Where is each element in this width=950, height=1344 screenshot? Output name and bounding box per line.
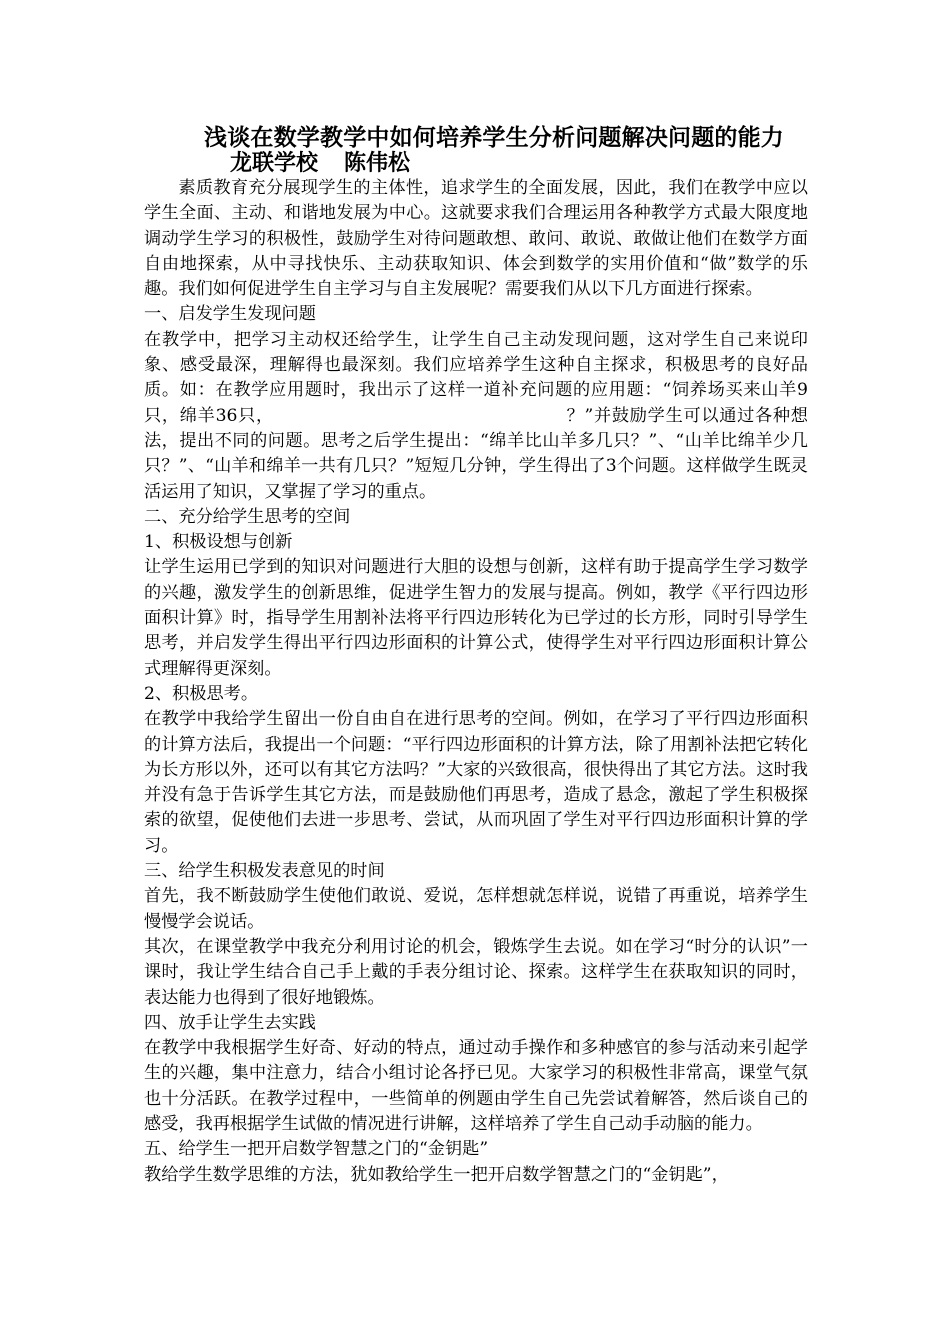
section-2-subheading-1: 1、积极设想与创新 xyxy=(144,532,293,553)
section-2-paragraph-1: 让学生运用已学到的知识对问题进行大胆的设想与创新，这样有助于提高学生学习数学的兴趣，激发学生的创新思维，促进学生智力的发展与提高。例如，教学《平行四边形面积计算》时，指导学生用割补法将平行四边形转化为已学过的长方形，同时引导学生思考，并启发学生得出平行四边形面积的计算公式，使得学生对平行四边形面积计算公式理解得更深刻。 xyxy=(144,557,808,679)
section-1-heading: 一、启发学生发现问题 xyxy=(144,304,316,325)
section-3-heading: 三、给学生积极发表意见的时间 xyxy=(144,861,385,882)
section-4-heading: 四、放手让学生去实践 xyxy=(144,1012,316,1033)
school-name: 龙联学校 xyxy=(230,150,319,176)
section-2-subheading-2: 2、积极思考。 xyxy=(144,683,259,704)
section-5-heading: 五、给学生一把开启数学智慧之门的“金钥匙” xyxy=(144,1139,489,1160)
document-title: 浅谈在数学教学中如何培养学生分析问题解决问题的能力 xyxy=(204,124,784,151)
section-4-paragraph: 在教学中我根据学生好奇、好动的特点，通过动手操作和多种感官的参与活动来引起学生的兴趣，集中注意力，结合小组讨论各抒已见。大家学习的积极性非常高，课堂气氛也十分活跃。在教学过程中，一些简单的例题由学生自己先尝试着解答，然后谈自己的感受，我再根据学生试做的情况进行讲解，这样培养了学生自己动手动脑的能力。 xyxy=(144,1038,808,1134)
document-body xyxy=(144,176,808,1188)
section-1-paragraph-part-b: ？”并鼓励学生可以通过各种想法，提出不同的问题。思考之后学生提出：“绵羊比山羊多几只？”、“山羊比绵羊少几只？”、“山羊和绵羊一共有几只？”短短几分钟，学生得出了3个问题。这样做学生既灵活运用了知识，又掌握了学习的重点。 xyxy=(144,405,808,502)
section-3-paragraph-2: 其次，在课堂教学中我充分利用讨论的机会，锻炼学生去说。如在学习“时分的认识”一课时，我让学生结合自己手上戴的手表分组讨论、探索。这样学生在获取知识的同时，表达能力也得到了很好地锻炼。 xyxy=(144,936,808,1008)
author-name: 陈伟松 xyxy=(344,150,411,176)
section-2-heading: 二、充分给学生思考的空间 xyxy=(144,506,351,527)
author-line xyxy=(230,150,410,176)
intro-paragraph: 素质教育充分展现学生的主体性，追求学生的全面发展，因此，我们在教学中应以学生全面、主动、和谐地发展为中心。这就要求我们合理运用各种教学方式最大限度地调动学生学习的积极性，鼓励学生对待问题敢想、敢问、敢说、敢做让他们在数学方面自由地探索，从中寻找快乐、主动获取知识、体会到数学的实用价值和“做”数学的乐趣。我们如何促进学生自主学习与自主发展呢？需要我们从以下几方面进行探索。 xyxy=(144,178,808,300)
section-3-paragraph-1: 首先，我不断鼓励学生使他们敢说、爱说，怎样想就怎样说，说错了再重说，培养学生慢慢学会说话。 xyxy=(144,886,808,932)
section-1-paragraph-part-a: 在教学中，把学习主动权还给学生，让学生自己主动发现问题，这对学生自己来说印象、感受最深，理解得也最深刻。我们应培养学生这种自主探求，积极思考的良好品质。如：在教学应用题时，我出示了这样一道补充问题的应用题：“饲养场买来山羊9只，绵羊36只， xyxy=(144,329,808,426)
section-5-paragraph: 教给学生数学思维的方法，犹如教给学生一把开启数学智慧之门的“金钥匙”， xyxy=(144,1164,729,1185)
section-2-paragraph-2: 在教学中我给学生留出一份自由自在进行思考的空间。例如，在学习了平行四边形面积的计算方法后，我提出一个问题：“平行四边形面积的计算方法，除了用割补法把它转化为长方形以外，还可以有其它方法吗？”大家的兴致很高，很快得出了其它方法。这时我并没有急于告诉学生其它方法，而是鼓励他们再思考，造成了悬念，激起了学生积极探索的欲望，促使他们去进一步思考、尝试，从而巩固了学生对平行四边形面积计算的学习。 xyxy=(144,709,808,856)
section-1-paragraph xyxy=(144,328,808,505)
